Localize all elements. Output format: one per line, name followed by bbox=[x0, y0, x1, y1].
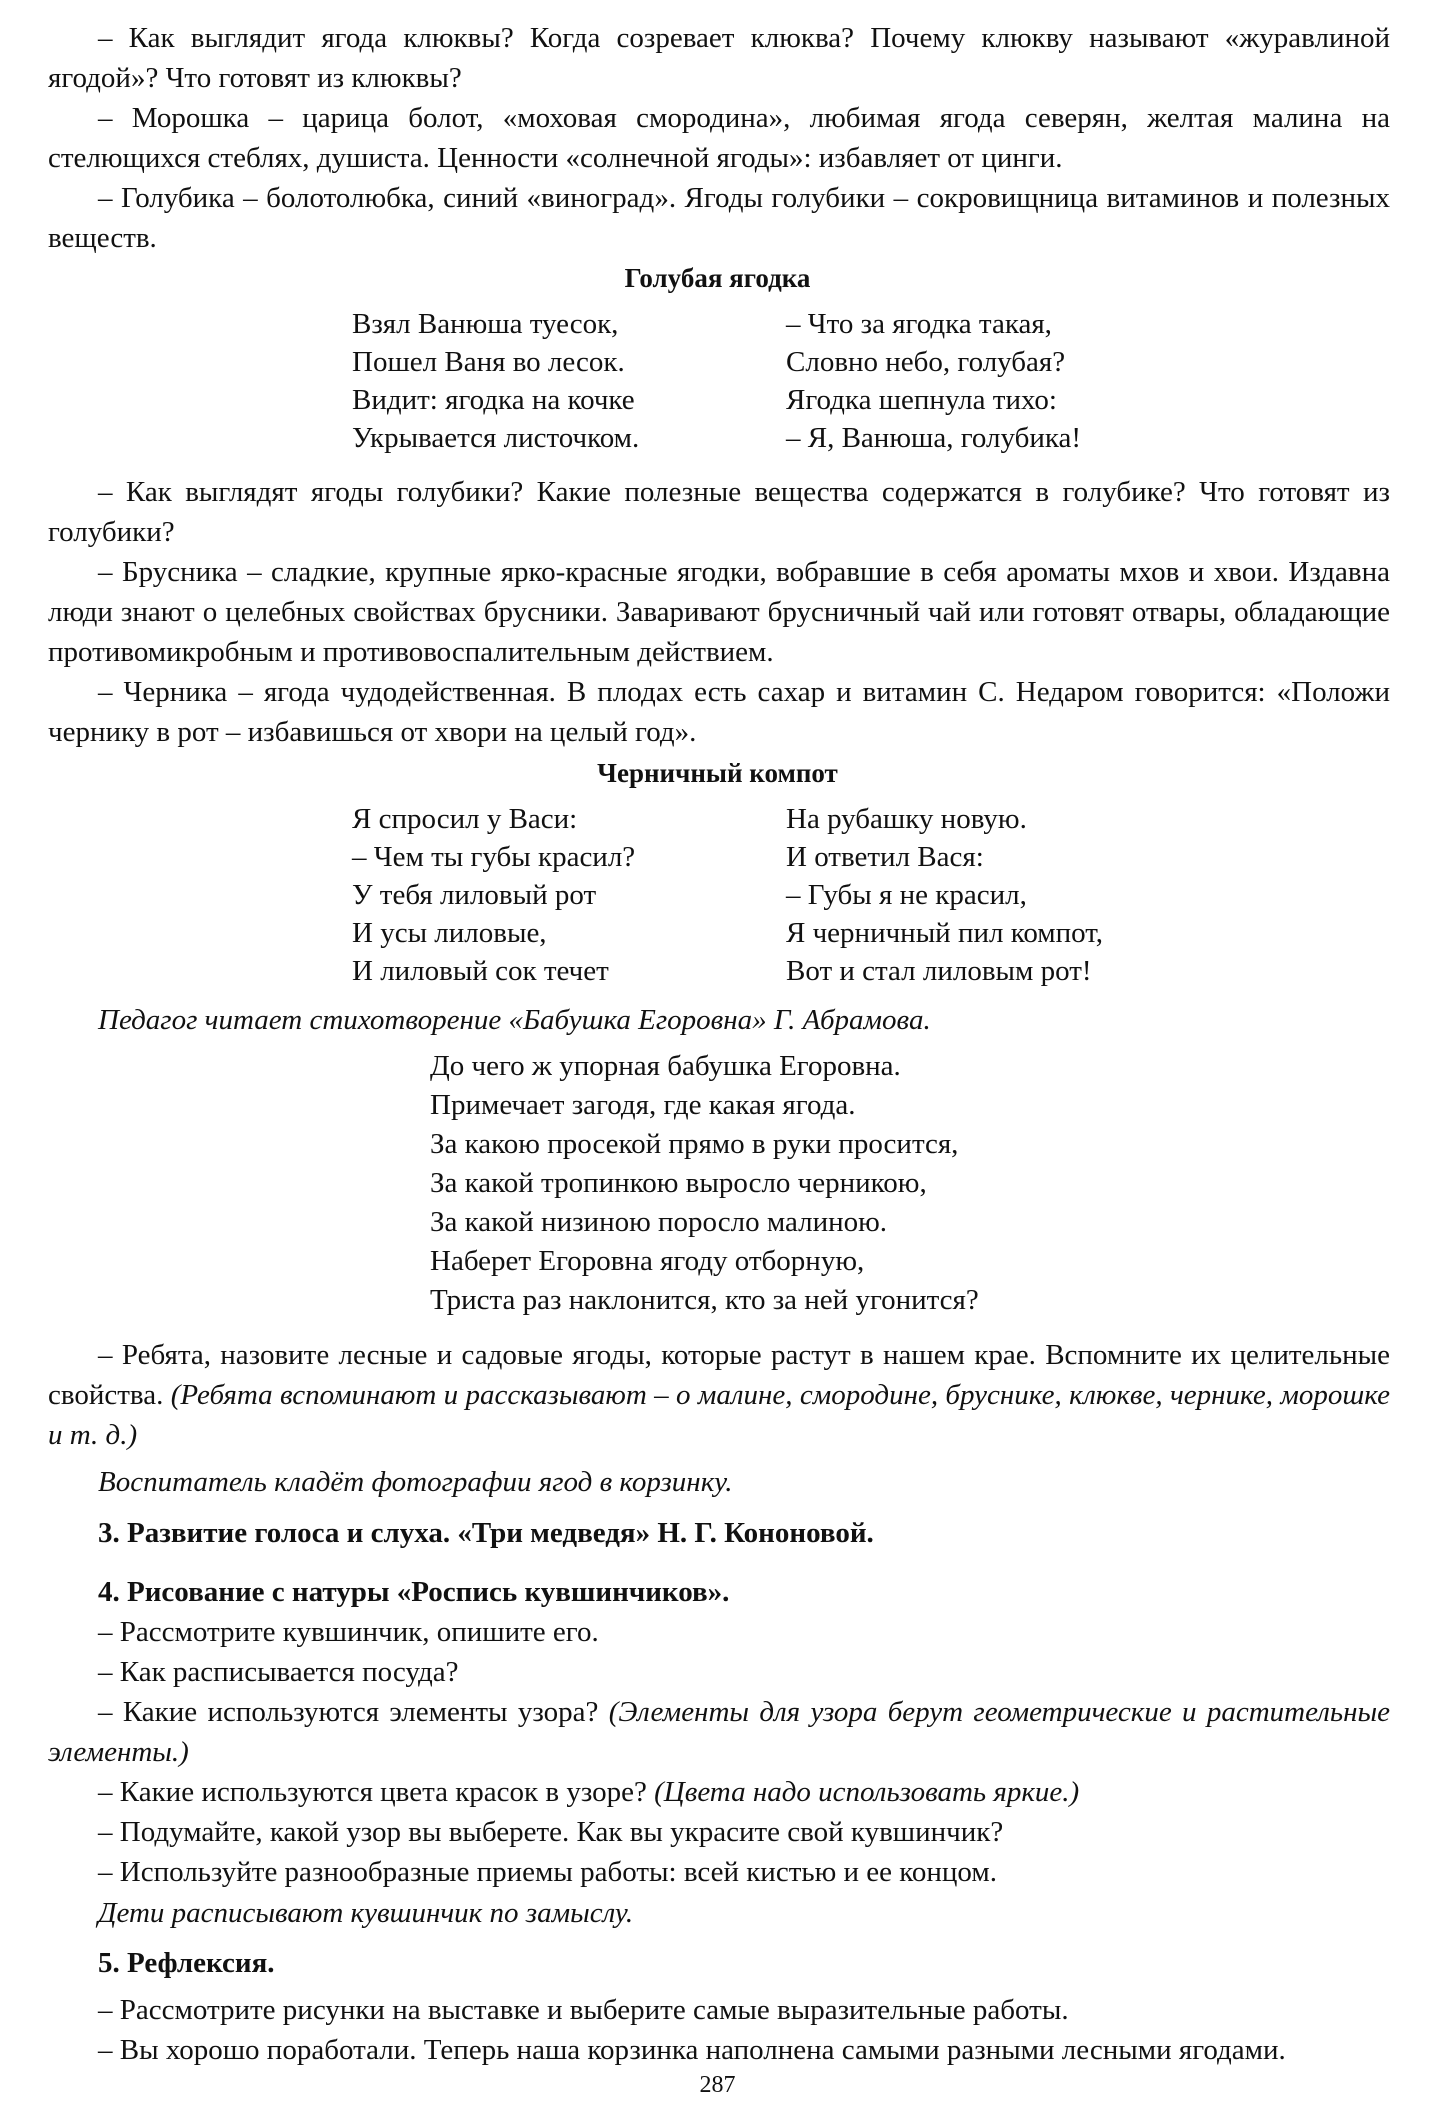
section-4-colors-text: – Какие используются цвета красок в узоре? bbox=[98, 1776, 655, 1808]
paragraph-blueberry-questions: – Как выглядят ягоды голубики? Какие полезные вещества содержатся в голубике? Что готовят из голубики? bbox=[48, 476, 1390, 548]
section-3-heading: 3. Развитие голоса и слуха. «Три медведя» Н. Г. Кононовой. bbox=[98, 1517, 874, 1549]
poem2-right-line: И ответил Вася: bbox=[786, 841, 984, 873]
paragraph-name-berries-remark: (Ребята вспоминают и рассказывают – о малине, смородине, бруснике, клюкве, чернике, морошке и т. д.) bbox=[48, 1379, 1390, 1451]
poem3-line: Примечает загодя, где какая ягода. bbox=[430, 1089, 856, 1121]
section-5-line: – Рассмотрите рисунки на выставке и выберите самые выразительные работы. bbox=[98, 1994, 1069, 2026]
poem2-left-line: – Чем ты губы красил? bbox=[352, 841, 636, 873]
section-4-pattern-elements-remark: (Элементы для узора берут геометрические и растительные элементы.) bbox=[48, 1696, 1390, 1768]
poem3-line: До чего ж упорная бабушка Егоровна. bbox=[430, 1050, 901, 1082]
paragraph-cloudberry: – Морошка – царица болот, «моховая смородина», любимая ягода северян, желтая малина на стелющихся стеблях, душиста. Ценности «солнечной ягоды»: избавляет от цинги. bbox=[48, 102, 1390, 174]
poem2-left-line: У тебя лиловый рот bbox=[352, 879, 597, 911]
section-4-colors-line bbox=[98, 1772, 1079, 1812]
children-paint-note: Дети расписывают кувшинчик по замыслу. bbox=[98, 1897, 634, 1929]
section-4-pattern-elements-text: – Какие используются элементы узора? bbox=[98, 1696, 609, 1728]
section-4-line: – Как расписывается посуда? bbox=[98, 1656, 459, 1688]
poem2-right-line: Я черничный пил компот, bbox=[786, 917, 1104, 949]
poem3-line: За какою просекой прямо в руки просится, bbox=[430, 1128, 959, 1160]
poem1-left-line: Видит: ягодка на кочке bbox=[352, 384, 635, 416]
poem2-left-column bbox=[352, 800, 635, 990]
poem2-left-line: И лиловый сок течет bbox=[352, 955, 609, 987]
paragraph-name-berries-text: – Ребята, назовите лесные и садовые ягоды, которые растут в нашем крае. Вспомните их целительные свойства. bbox=[48, 1339, 1390, 1411]
paragraph-bilberry: – Черника – ягода чудодейственная. В плодах есть сахар и витамин С. Недаром говорится: «Положи чернику в рот – избавишься от хвори на целый год». bbox=[48, 676, 1390, 748]
poem1-left-line: Взял Ванюша туесок, bbox=[352, 308, 619, 340]
page-number: 287 bbox=[699, 2072, 736, 2098]
section-5-line: – Вы хорошо поработали. Теперь наша корзинка наполнена самыми разными лесными ягодами. bbox=[98, 2034, 1286, 2066]
poem2-right-column bbox=[786, 800, 1103, 990]
paragraph-lingonberry: – Брусника – сладкие, крупные ярко-красные ягодки, вобравшие в себя ароматы мхов и хвои. Издавна люди знают о целебных свойствах брусники. Заваривают брусничный чай или готовят отвары, обладающие противомикробным и противовоспалительным действием. bbox=[48, 556, 1390, 668]
poem3-line: Наберет Егоровна ягоду отборную, bbox=[430, 1245, 865, 1277]
poem3-line: Триста раз наклонится, кто за ней угонится? bbox=[430, 1284, 979, 1316]
paragraph-blueberry: – Голубика – болотолюбка, синий «виноград». Ягоды голубики – сокровищница витаминов и полезных веществ. bbox=[48, 182, 1390, 254]
section-4-line: – Используйте разнообразные приемы работы: всей кистью и ее концом. bbox=[98, 1856, 997, 1888]
poem2-left-line: И усы лиловые, bbox=[352, 917, 547, 949]
poem1-right-line: – Я, Ванюша, голубика! bbox=[786, 422, 1082, 454]
poem3-line: За какой низиною поросло малиною. bbox=[430, 1206, 888, 1238]
section-5-heading: 5. Рефлексия. bbox=[98, 1947, 275, 1979]
poem1-right-line: – Что за ягодка такая, bbox=[786, 308, 1052, 340]
poem2-left-line: Я спросил у Васи: bbox=[352, 803, 578, 835]
educator-note: Воспитатель кладёт фотографии ягод в корзинку. bbox=[98, 1466, 733, 1498]
poem1-right-line: Словно небо, голубая? bbox=[786, 346, 1066, 378]
section-4-pattern-elements bbox=[48, 1692, 1390, 1772]
poem-title-bilberry-compote: Черничный компот bbox=[597, 758, 838, 788]
poem2-right-line: – Губы я не красил, bbox=[786, 879, 1027, 911]
poem1-left-line: Пошел Ваня во лесок. bbox=[352, 346, 625, 378]
poem1-left-column bbox=[352, 305, 639, 457]
poem2-right-line: Вот и стал лиловым рот! bbox=[786, 955, 1092, 987]
paragraph-cranberry-questions: – Как выглядит ягода клюквы? Когда созревает клюква? Почему клюкву называют «журавлиной ягодой»? Что готовят из клюквы? bbox=[48, 22, 1390, 94]
poem3-egorovna bbox=[430, 1047, 979, 1320]
poem-title-blue-berry: Голубая ягодка bbox=[624, 263, 811, 293]
paragraph-name-berries bbox=[48, 1335, 1390, 1455]
poem1-left-line: Укрывается листочком. bbox=[352, 422, 640, 454]
section-4-line: – Подумайте, какой узор вы выберете. Как вы украсите свой кувшинчик? bbox=[98, 1816, 1004, 1848]
poem1-right-column bbox=[786, 305, 1081, 457]
section-4-line: – Рассмотрите кувшинчик, опишите его. bbox=[98, 1616, 599, 1648]
poem1-right-line: Ягодка шепнула тихо: bbox=[786, 384, 1057, 416]
teacher-reads-note: Педагог читает стихотворение «Бабушка Егоровна» Г. Абрамова. bbox=[98, 1004, 931, 1036]
section-4-heading: 4. Рисование с натуры «Роспись кувшинчиков». bbox=[98, 1576, 730, 1608]
poem3-line: За какой тропинкою выросло черникою, bbox=[430, 1167, 927, 1199]
poem2-right-line: На рубашку новую. bbox=[786, 803, 1027, 835]
section-4-colors-remark: (Цвета надо использовать яркие.) bbox=[654, 1776, 1080, 1808]
